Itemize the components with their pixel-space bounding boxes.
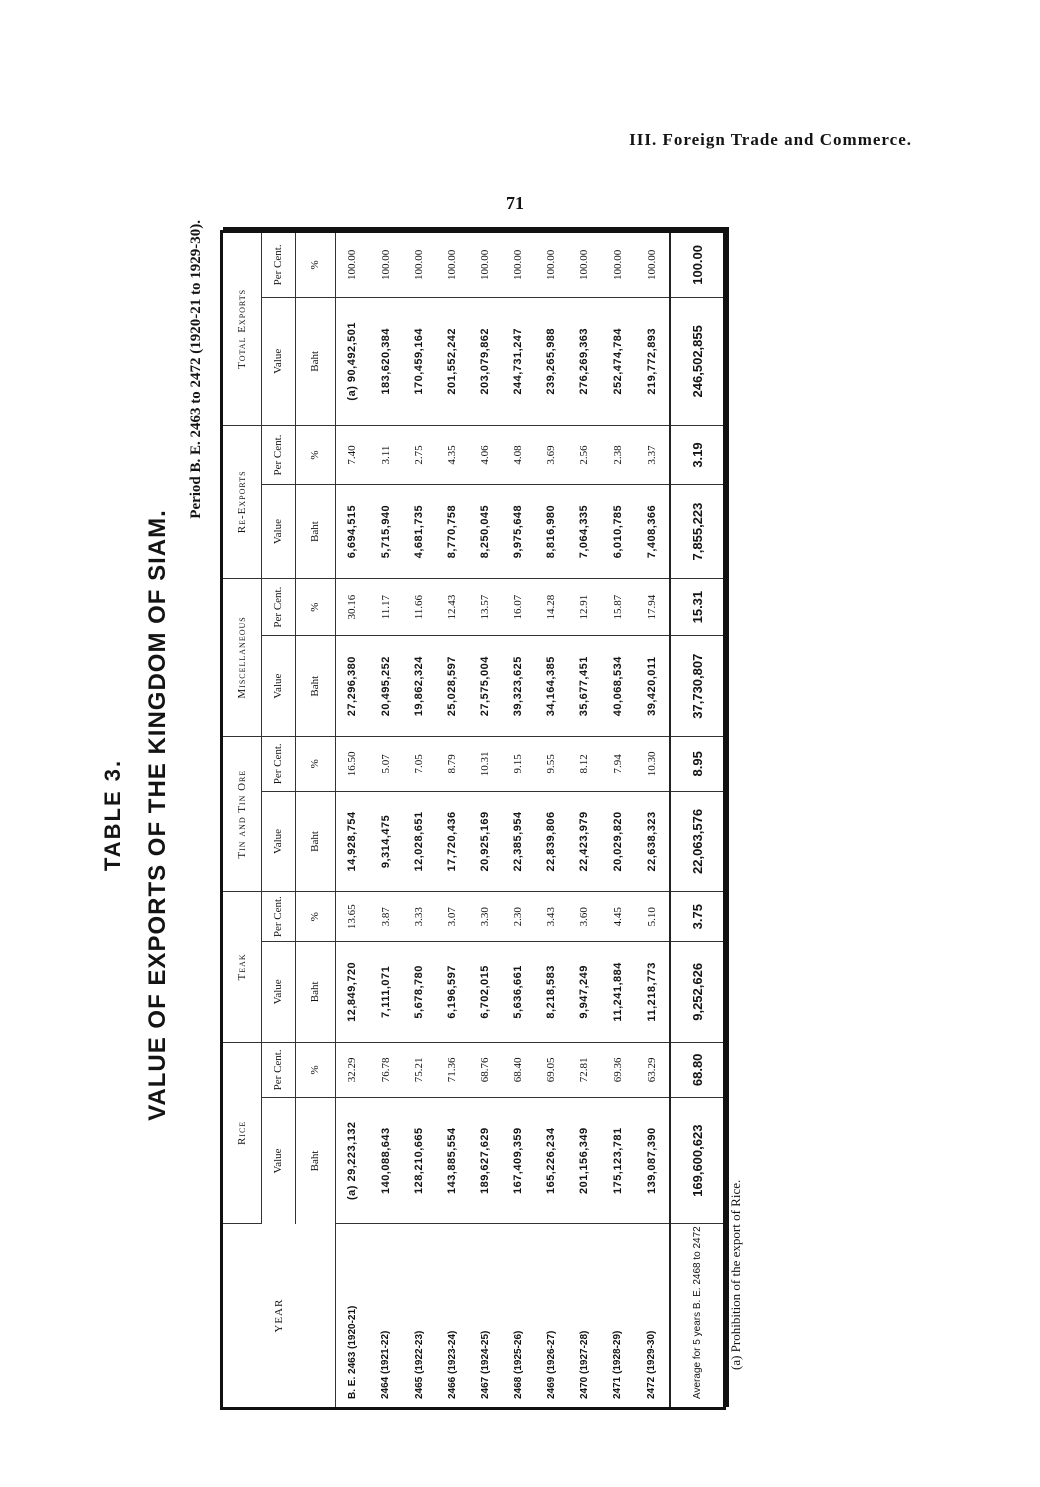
unit-baht: Baht <box>295 636 335 737</box>
exports-table <box>223 233 723 1407</box>
value-cell: 9,314,475 <box>369 791 402 892</box>
year-cell: 2465 (1922-23) <box>413 1330 425 1399</box>
percent-cell: 100.00 <box>601 233 634 297</box>
table-title: VALUE OF EXPORTS OF THE KINGDOM OF SIAM. <box>144 509 171 1121</box>
percent-cell: 68.40 <box>502 1042 535 1098</box>
average-value-cell: 7,855,223 <box>670 485 723 579</box>
value-cell: (a) 29,223,132 <box>335 1098 369 1224</box>
average-value-cell: 246,502,855 <box>670 297 723 425</box>
group-misc: Miscellaneous <box>223 578 261 736</box>
percent-cell: 15.87 <box>601 578 634 635</box>
percent-cell: 3.37 <box>634 425 670 484</box>
value-cell: 6,702,015 <box>469 942 502 1042</box>
percent-cell: 3.87 <box>369 892 402 942</box>
value-cell: 244,731,247 <box>502 297 535 425</box>
value-cell: 139,087,390 <box>634 1098 670 1224</box>
col-per-cent: Per Cent. <box>261 578 295 635</box>
percent-cell: 76.78 <box>369 1042 402 1098</box>
value-cell: 8,816,980 <box>535 485 568 579</box>
unit-baht: Baht <box>295 942 335 1042</box>
rotated-table-block <box>100 220 750 1410</box>
value-cell: 175,123,781 <box>601 1098 634 1224</box>
percent-cell: 10.31 <box>469 737 502 792</box>
percent-cell: 30.16 <box>335 578 369 635</box>
year-cell: 2470 (1927-28) <box>578 1330 590 1399</box>
running-header: III. Foreign Trade and Commerce. <box>629 130 912 149</box>
value-cell: 183,620,384 <box>369 297 402 425</box>
percent-cell: 9.55 <box>535 737 568 792</box>
value-cell: 22,839,806 <box>535 791 568 892</box>
value-cell: 6,010,785 <box>601 485 634 579</box>
value-cell: 19,862,324 <box>403 636 436 737</box>
unit-percent: % <box>295 578 335 635</box>
percent-cell: 5.10 <box>634 892 670 942</box>
group-total: Total Exports <box>223 233 261 425</box>
value-cell: 7,064,335 <box>568 485 601 579</box>
year-cell: 2472 (1929-30) <box>646 1330 658 1399</box>
value-cell: 6,196,597 <box>436 942 469 1042</box>
value-cell: 165,226,234 <box>535 1098 568 1224</box>
value-cell: 201,552,242 <box>436 297 469 425</box>
value-cell: 11,241,884 <box>601 942 634 1042</box>
percent-cell: 71.36 <box>436 1042 469 1098</box>
value-cell: 22,385,954 <box>502 791 535 892</box>
percent-cell: 7.94 <box>601 737 634 792</box>
percent-cell: 72.81 <box>568 1042 601 1098</box>
percent-cell: 4.06 <box>469 425 502 484</box>
unit-baht: Baht <box>295 1098 335 1224</box>
percent-cell: 9.15 <box>502 737 535 792</box>
value-cell: 22,423,979 <box>568 791 601 892</box>
year-cell: 2466 (1923-24) <box>446 1330 458 1399</box>
percent-cell: 10.30 <box>634 737 670 792</box>
value-cell: 12,849,720 <box>335 942 369 1042</box>
col-value: Value <box>261 1098 295 1224</box>
value-cell: 9,975,648 <box>502 485 535 579</box>
value-cell: 219,772,893 <box>634 297 670 425</box>
percent-cell: 3.69 <box>535 425 568 484</box>
percent-cell: 100.00 <box>502 233 535 297</box>
percent-cell: 14.28 <box>535 578 568 635</box>
table-body <box>335 233 723 1407</box>
value-cell: 189,627,629 <box>469 1098 502 1224</box>
value-cell: 4,681,735 <box>403 485 436 579</box>
average-percent-cell: 68.80 <box>670 1042 723 1098</box>
year-cell: B. E. 2463 (1920-21) <box>346 1305 358 1399</box>
percent-cell: 2.38 <box>601 425 634 484</box>
value-cell: 7,408,366 <box>634 485 670 579</box>
percent-cell: 3.11 <box>369 425 402 484</box>
percent-cell: 100.00 <box>535 233 568 297</box>
group-rice: Rice <box>223 1042 261 1224</box>
col-year: YEAR <box>223 1224 335 1407</box>
year-cell: 2471 (1928-29) <box>612 1330 624 1399</box>
percent-cell: 63.29 <box>634 1042 670 1098</box>
percent-cell: 100.00 <box>568 233 601 297</box>
value-cell: 239,265,988 <box>535 297 568 425</box>
year-cell: 2468 (1925-26) <box>512 1330 524 1399</box>
col-value: Value <box>261 297 295 425</box>
percent-cell: 100.00 <box>335 233 369 297</box>
value-cell: 20,925,169 <box>469 791 502 892</box>
percent-cell: 16.07 <box>502 578 535 635</box>
value-cell: 40,068,534 <box>601 636 634 737</box>
percent-cell: 4.08 <box>502 425 535 484</box>
table-row <box>634 233 670 1407</box>
percent-cell: 11.17 <box>369 578 402 635</box>
year-cell: 2467 (1924-25) <box>479 1330 491 1399</box>
percent-cell: 8.12 <box>568 737 601 792</box>
unit-percent: % <box>295 1042 335 1098</box>
percent-cell: 100.00 <box>436 233 469 297</box>
table-row <box>601 233 634 1407</box>
group-tin: Tin and Tin Ore <box>223 737 261 892</box>
value-cell: 128,210,665 <box>403 1098 436 1224</box>
footnote: (a) Prohibition of the export of Rice. <box>728 1179 743 1370</box>
percent-cell: 3.43 <box>535 892 568 942</box>
value-cell: 167,409,359 <box>502 1098 535 1224</box>
percent-cell: 16.50 <box>335 737 369 792</box>
value-cell: 276,269,363 <box>568 297 601 425</box>
unit-baht: Baht <box>295 791 335 892</box>
col-value: Value <box>261 791 295 892</box>
table-row <box>369 233 402 1407</box>
value-cell: 170,459,164 <box>403 297 436 425</box>
group-reexports: Re-Exports <box>223 425 261 578</box>
value-cell: 11,218,773 <box>634 942 670 1042</box>
average-percent-cell: 15.31 <box>670 578 723 635</box>
unit-percent: % <box>295 425 335 484</box>
page-number: 71 <box>506 193 524 213</box>
value-cell: 17,720,436 <box>436 791 469 892</box>
value-cell: 27,296,380 <box>335 636 369 737</box>
unit-percent: % <box>295 892 335 942</box>
period-subtitle: Period B. E. 2463 to 2472 (1920-21 to 1929-30). <box>188 220 204 519</box>
percent-cell: 11.66 <box>403 578 436 635</box>
percent-cell: 17.94 <box>634 578 670 635</box>
unit-percent: % <box>295 233 335 297</box>
col-per-cent: Per Cent. <box>261 892 295 942</box>
table-frame <box>220 230 726 1410</box>
value-cell: 6,694,515 <box>335 485 369 579</box>
percent-cell: 7.05 <box>403 737 436 792</box>
col-per-cent: Per Cent. <box>261 425 295 484</box>
year-cell: 2464 (1921-22) <box>380 1330 392 1399</box>
year-cell: 2469 (1926-27) <box>545 1330 557 1399</box>
value-cell: 203,079,862 <box>469 297 502 425</box>
col-value: Value <box>261 636 295 737</box>
average-label: Average for 5 years B. E. 2468 to 2472 <box>670 1224 723 1407</box>
value-cell: 7,111,071 <box>369 942 402 1042</box>
value-cell: 201,156,349 <box>568 1098 601 1224</box>
percent-cell: 68.76 <box>469 1042 502 1098</box>
value-cell: 39,323,625 <box>502 636 535 737</box>
average-percent-cell: 3.19 <box>670 425 723 484</box>
value-cell: 27,575,004 <box>469 636 502 737</box>
value-cell: 25,028,597 <box>436 636 469 737</box>
value-cell: 5,715,940 <box>369 485 402 579</box>
percent-cell: 4.45 <box>601 892 634 942</box>
unit-percent: % <box>295 737 335 792</box>
percent-cell: 75.21 <box>403 1042 436 1098</box>
average-value-cell: 9,252,626 <box>670 942 723 1042</box>
value-cell: 9,947,249 <box>568 942 601 1042</box>
value-cell: 5,636,661 <box>502 942 535 1042</box>
unit-baht: Baht <box>295 297 335 425</box>
percent-cell: 100.00 <box>403 233 436 297</box>
percent-cell: 5.07 <box>369 737 402 792</box>
percent-cell: 32.29 <box>335 1042 369 1098</box>
percent-cell: 2.75 <box>403 425 436 484</box>
unit-baht: Baht <box>295 485 335 579</box>
col-value: Value <box>261 485 295 579</box>
percent-cell: 4.35 <box>436 425 469 484</box>
value-cell: 20,495,252 <box>369 636 402 737</box>
average-percent-cell: 8.95 <box>670 737 723 792</box>
table-row <box>568 233 601 1407</box>
value-cell: 252,474,784 <box>601 297 634 425</box>
table-row <box>403 233 436 1407</box>
value-cell: 22,638,323 <box>634 791 670 892</box>
percent-cell: 3.33 <box>403 892 436 942</box>
percent-cell: 69.05 <box>535 1042 568 1098</box>
percent-cell: 2.30 <box>502 892 535 942</box>
value-cell: 34,164,385 <box>535 636 568 737</box>
percent-cell: 2.56 <box>568 425 601 484</box>
value-cell: 5,678,780 <box>403 942 436 1042</box>
group-teak: Teak <box>223 892 261 1042</box>
value-cell: (a) 90,492,501 <box>335 297 369 425</box>
col-value: Value <box>261 942 295 1042</box>
percent-cell: 13.57 <box>469 578 502 635</box>
table-row <box>335 233 369 1407</box>
table-row <box>469 233 502 1407</box>
value-cell: 20,029,820 <box>601 791 634 892</box>
value-cell: 14,928,754 <box>335 791 369 892</box>
value-cell: 35,677,451 <box>568 636 601 737</box>
percent-cell: 69.36 <box>601 1042 634 1098</box>
percent-cell: 3.60 <box>568 892 601 942</box>
col-per-cent: Per Cent. <box>261 1042 295 1098</box>
average-percent-cell: 3.75 <box>670 892 723 942</box>
percent-cell: 100.00 <box>634 233 670 297</box>
table-row <box>502 233 535 1407</box>
average-value-cell: 169,600,623 <box>670 1098 723 1224</box>
percent-cell: 100.00 <box>469 233 502 297</box>
value-cell: 8,250,045 <box>469 485 502 579</box>
table-row <box>535 233 568 1407</box>
value-cell: 8,218,583 <box>535 942 568 1042</box>
percent-cell: 12.91 <box>568 578 601 635</box>
value-cell: 12,028,651 <box>403 791 436 892</box>
value-cell: 140,088,643 <box>369 1098 402 1224</box>
percent-cell: 12.43 <box>436 578 469 635</box>
percent-cell: 8.79 <box>436 737 469 792</box>
percent-cell: 13.65 <box>335 892 369 942</box>
value-cell: 143,885,554 <box>436 1098 469 1224</box>
average-percent-cell: 100.00 <box>670 233 723 297</box>
table-label: TABLE 3. <box>100 758 125 872</box>
average-value-cell: 37,730,807 <box>670 636 723 737</box>
percent-cell: 7.40 <box>335 425 369 484</box>
average-row <box>670 233 723 1407</box>
value-cell: 39,420,011 <box>634 636 670 737</box>
table-row <box>436 233 469 1407</box>
col-per-cent: Per Cent. <box>261 233 295 297</box>
col-per-cent: Per Cent. <box>261 737 295 792</box>
percent-cell: 100.00 <box>369 233 402 297</box>
value-cell: 8,770,758 <box>436 485 469 579</box>
percent-cell: 3.07 <box>436 892 469 942</box>
percent-cell: 3.30 <box>469 892 502 942</box>
average-value-cell: 22,063,576 <box>670 791 723 892</box>
